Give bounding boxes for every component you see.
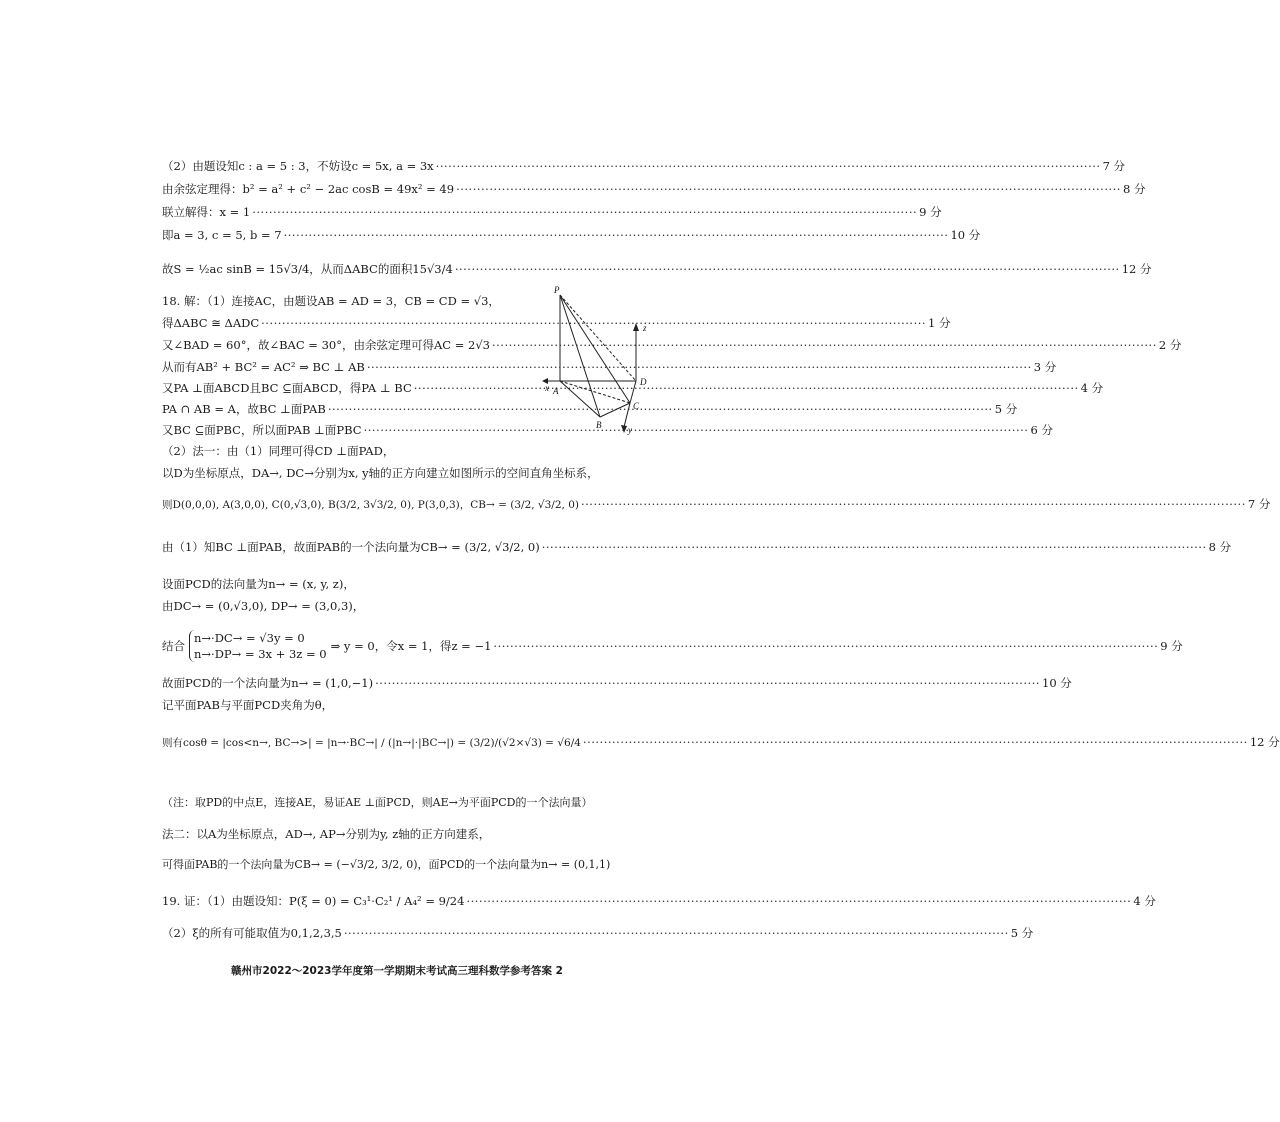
answer-line-25: 可得面PAB的一个法向量为CB→ = (−√3/2, 3/2, 0)，面PCD的一个法向量为n→ = (0,1,1) — [162, 858, 611, 871]
label-D: D — [640, 377, 647, 387]
leader-dots — [466, 894, 1131, 908]
edge-BC — [600, 403, 630, 417]
line-text: 又BC ⊆面PBC，所以面PAB ⊥面PBC — [162, 423, 362, 437]
leader-dots — [284, 228, 949, 242]
line-score: 12 分 — [1249, 735, 1280, 749]
answer-line-18: 由DC→ = (0,√3,0), DP→ = (3,0,3)， — [162, 599, 365, 613]
answer-line-16 — [162, 531, 1232, 563]
line-text: 19. 证：（1）由题设知：P(ξ = 0) = C₃¹·C₂¹ / A₄² = 9/24 — [162, 894, 465, 908]
leader-dots — [583, 735, 1248, 749]
line-score: 12 分 — [1121, 262, 1152, 276]
label-x: x — [545, 383, 549, 393]
line-score: 3 分 — [1033, 360, 1057, 374]
leader-dots — [456, 182, 1121, 196]
line-score: 9 分 — [919, 205, 942, 219]
edge-PD — [560, 295, 636, 381]
answer-line-6: 18. 解：（1）连接AC，由题设AB = AD = 3，CB = CD = √3， — [162, 294, 500, 308]
answer-line-14: 以D为坐标原点，DA→, DC→分别为x, y轴的正方向建立如图所示的空间直角坐标系， — [162, 466, 599, 480]
axis-y — [624, 403, 630, 427]
leader-dots — [375, 676, 1040, 690]
answer-line-19 — [162, 626, 1183, 666]
answer-line-5 — [162, 253, 1152, 285]
answer-line-27 — [162, 925, 1034, 941]
line-score: 4 分 — [1080, 381, 1104, 395]
line-text: 则有cosθ = |cos<n→, BC→>| = |n→·BC→| / (|n→|·|BC→|) = (3/2)/(√2×√3) = √6/4 — [162, 736, 581, 749]
line-text: 联立解得：x = 1 — [162, 205, 251, 219]
label-z: z — [643, 323, 647, 333]
line-score: 4 分 — [1133, 894, 1156, 908]
line-text: （2）由题设知c : a = 5 : 3，不妨设c = 5x, a = 3x — [162, 159, 434, 173]
edge-PC — [560, 295, 630, 403]
leader-dots — [436, 159, 1101, 173]
answer-line-2 — [162, 181, 1146, 197]
answer-line-8 — [162, 337, 1182, 353]
line-score: 5 分 — [1010, 926, 1034, 940]
line-text: 即a = 3, c = 5, b = 7 — [162, 228, 282, 242]
leader-dots — [414, 381, 1079, 395]
answer-line-22 — [162, 726, 1280, 758]
answer-line-10 — [162, 380, 1104, 396]
answer-note: （注：取PD的中点E，连接AE，易证AE ⊥面PCD，则AE→为平面PCD的一个法向量） — [162, 796, 593, 809]
answer-line-21: 记平面PAB与平面PCD夹角为θ， — [162, 698, 334, 712]
line-text: 故S = ½ac sinB = 15√3/4，从而ΔABC的面积15√3/4 — [162, 262, 453, 276]
answer-line-17: 设面PCD的法向量为n→ = (x, y, z)， — [162, 577, 355, 591]
line-score: 2 分 — [1158, 338, 1182, 352]
line-text: 则D(0,0,0), A(3,0,0), C(0,√3,0), B(3/2, 3√3/2, 0), P(3,0,3)，CB→ = (3/2, √3/2, 0) — [162, 498, 579, 511]
line-score: 10 分 — [950, 228, 981, 242]
line-score: 7 分 — [1102, 159, 1126, 173]
answer-line-9 — [162, 359, 1057, 375]
line-text: ⇒ y = 0，令x = 1，得z = −1 — [330, 639, 492, 653]
label-C: C — [633, 401, 640, 411]
line-score: 9 分 — [1160, 639, 1183, 653]
answer-line-26 — [162, 885, 1156, 917]
line-score: 1 分 — [928, 316, 951, 330]
label-y: y — [628, 425, 632, 435]
leader-dots — [581, 497, 1246, 511]
leader-dots — [344, 926, 1009, 940]
answer-line-1 — [162, 158, 1126, 174]
line-text: 又∠BAD = 60°，故∠BAC = 30°，由余弦定理可得AC = 2√3 — [162, 338, 490, 352]
line-text: （2）ξ的所有可能取值为0,1,2,3,5 — [162, 926, 342, 940]
page-footer: 赣州市2022～2023学年度第一学期期末考试高三理科数学参考答案 2 — [231, 965, 563, 977]
answer-line-15 — [162, 488, 1271, 520]
line-text: 得ΔABC ≅ ΔADC — [162, 316, 260, 330]
answer-line-20 — [162, 675, 1072, 691]
system-equation-1: n→·DC→ = √3y = 0 — [194, 631, 305, 645]
leader-dots — [328, 402, 993, 416]
z-arrowhead — [633, 323, 639, 331]
equation-system — [189, 630, 327, 662]
line-score: 6 分 — [1030, 423, 1053, 437]
line-score: 5 分 — [994, 402, 1018, 416]
line-text: 由余弦定理得：b² = a² + c² − 2ac cosB = 49x² = 49 — [162, 182, 455, 196]
pyramid-figure — [545, 285, 658, 435]
answer-line-11 — [162, 401, 1018, 417]
line-score: 8 分 — [1122, 182, 1146, 196]
system-label: 结合 — [162, 639, 185, 653]
line-score: 7 分 — [1247, 497, 1271, 511]
line-text: 又PA ⊥面ABCD且BC ⊆面ABCD，得PA ⊥ BC — [162, 381, 412, 395]
answer-line-12 — [162, 422, 1053, 438]
answer-line-3 — [162, 204, 942, 220]
edge-CD — [630, 381, 636, 403]
line-score: 8 分 — [1208, 540, 1232, 554]
line-text: PA ∩ AB = A，故BC ⊥面PAB — [162, 402, 326, 416]
line-text: 从而有AB² + BC² = AC² ⇒ BC ⊥ AB — [162, 360, 365, 374]
label-P: P — [554, 285, 560, 295]
answer-line-13: （2）法一：由（1）同理可得CD ⊥面PAD， — [162, 444, 395, 458]
pyramid-diagram — [545, 285, 658, 435]
leader-dots — [367, 360, 1032, 374]
y-arrowhead — [621, 425, 627, 433]
leader-dots — [252, 205, 917, 219]
label-A: A — [553, 386, 559, 396]
edge-AC — [560, 381, 630, 403]
system-equation-2: n→·DP→ = 3x + 3z = 0 — [194, 647, 327, 661]
label-B: B — [596, 420, 602, 430]
answer-line-7 — [162, 315, 951, 331]
answer-line-24: 法二：以A为坐标原点，AD→, AP→分别为y, z轴的正方向建系， — [162, 827, 491, 841]
leader-dots — [455, 262, 1120, 276]
leader-dots — [542, 540, 1207, 554]
answer-line-4 — [162, 227, 981, 243]
leader-dots — [364, 423, 1029, 437]
leader-dots — [493, 639, 1158, 653]
line-score: 10 分 — [1042, 676, 1072, 690]
line-text: 故面PCD的一个法向量为n→ = (1,0,−1) — [162, 676, 374, 690]
line-text: 由（1）知BC ⊥面PAB，故面PAB的一个法向量为CB→ = (3/2, √3/2, 0) — [162, 540, 540, 554]
